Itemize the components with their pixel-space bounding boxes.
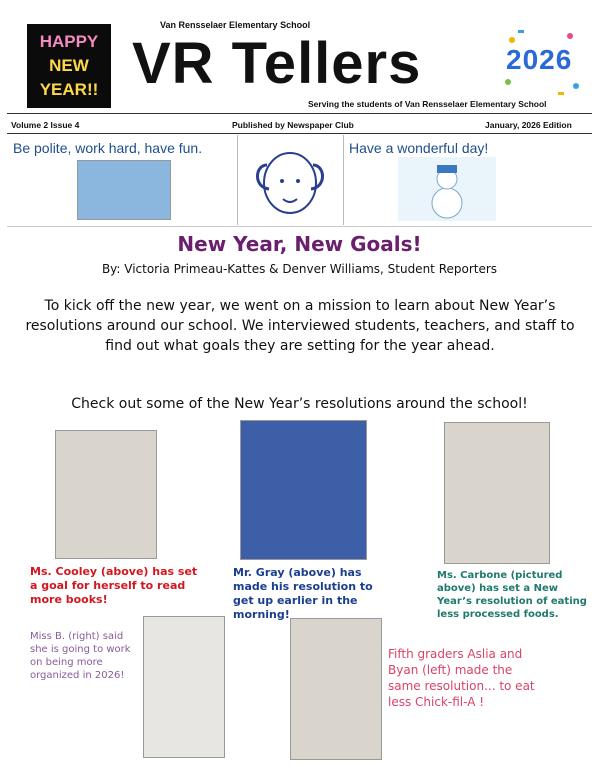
caption-ms-carbone: Ms. Carbone (pictured above) has set a New Year’s resolution of eating less processed foods. <box>437 570 587 620</box>
bar-rule <box>7 133 592 134</box>
tagline: Serving the students of Van Rensselaer Elementary School <box>308 99 547 109</box>
caption-ms-cooley: Ms. Cooley (above) has set a goal for herself to read more books! <box>30 565 198 606</box>
greeting-banner <box>343 135 592 225</box>
intro-paragraph: To kick off the new year, we went on a mission to learn about New Year’s resolutions around our school. We interviewed students, teachers, and staff to find out what goals they are setting for the year ahead. <box>25 298 575 354</box>
greeting-text: Have a wonderful day! <box>349 140 489 156</box>
banner-rule <box>7 226 592 227</box>
edition-date: January, 2026 Edition <box>485 120 572 130</box>
info-bar <box>7 115 592 133</box>
logo-line-3: YEAR!! <box>39 80 99 99</box>
year-2026-logo <box>500 26 584 100</box>
lead-in: Check out some of the New Year’s resolutions around the school! <box>71 396 528 412</box>
logo-line-2: NEW <box>49 56 89 75</box>
logo-line-1: HAPPY <box>39 32 99 51</box>
caption-fifth-graders: Fifth graders Aslia and Byan (left) made the same resolution... to eat less Chick-fil-A ! <box>388 647 535 709</box>
photo-miss-b <box>143 616 225 758</box>
photo-mr-gray <box>240 420 367 560</box>
volume-issue: Volume 2 Issue 4 <box>11 120 80 130</box>
mascot-panel <box>237 135 344 225</box>
happy-new-year-logo <box>27 24 111 108</box>
snowman-image <box>398 157 496 221</box>
photo-ms-cooley <box>55 430 157 559</box>
caption-mr-gray: Mr. Gray (above) has made his resolution to get up earlier in the morning! <box>233 566 373 621</box>
newspaper-title: VR Tellers <box>132 31 422 96</box>
publisher: Published by Newspaper Club <box>232 120 354 130</box>
caption-miss-b: Miss B. (right) said she is going to work on being more organized in 2026! <box>30 631 131 681</box>
ram-mascot-icon <box>237 135 343 225</box>
snowman-icon <box>398 157 496 221</box>
motto-text: Be polite, work hard, have fun. <box>13 140 203 156</box>
logo-year: 2026 <box>506 44 573 75</box>
photo-ms-carbone <box>444 422 550 564</box>
headline: New Year, New Goals! <box>177 232 422 256</box>
school-name: Van Rensselaer Elementary School <box>160 20 311 30</box>
snowy-branch-image <box>77 160 171 220</box>
top-rule <box>7 113 592 114</box>
motto-banner <box>7 135 238 225</box>
photo-fifth-graders <box>290 618 382 760</box>
byline: By: Victoria Primeau-Kattes & Denver Williams, Student Reporters <box>101 262 498 276</box>
